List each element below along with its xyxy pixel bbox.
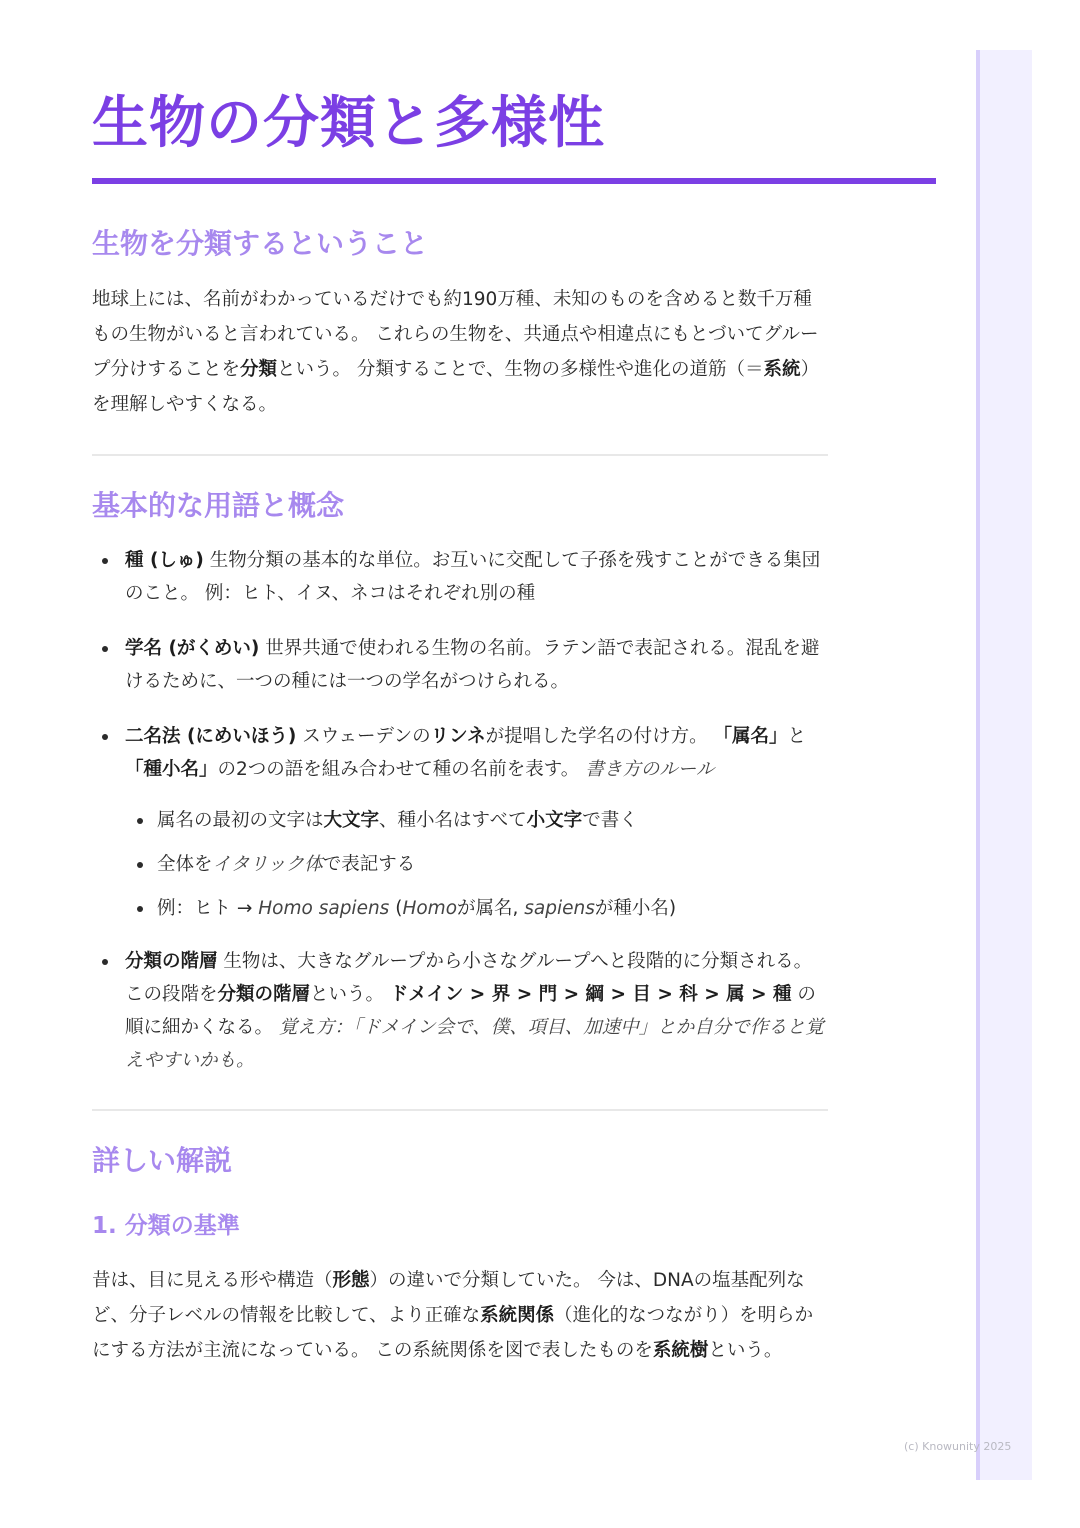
sub-item-italic: 全体をイタリック体で表記する [125,848,828,881]
copyright-watermark: (c) Knowunity 2025 [904,1440,1012,1453]
page-title: 生物の分類と多様性 [92,91,605,156]
sub-item-example: 例：ヒト → Homo sapiens (Homoが属名, sapiensが種小名) [125,892,828,925]
section-1-paragraph: 地球上には、名前がわかっているだけでも約190万種、未知のものを含めると数千万種もの生物がいると言われている。 これらの生物を、共通点や相違点にもとづいてグループ分けすることを分類という。 分類することで、生物の多様性や進化の道筋（＝系統）を理解しやすくなる。 [92,289,820,415]
list-item-species: 種 (しゅ) 生物分類の基本的な単位。お互いに交配して子孫を残すことができる集団のこと。 例：ヒト、イヌ、ネコはそれぞれ別の種 [92,544,828,610]
title-underline [92,178,936,184]
section-3-paragraph: 昔は、目に見える形や構造（形態）の違いで分類していた。 今は、DNAの塩基配列など、分子レベルの情報を比較して、より正確な系統関係（進化的なつながり）を明らかにする方法が主流になっている。 この系統関係を図で表したものを系統樹という。 [92,1270,814,1361]
section-divider [92,1109,828,1111]
document-page [92,88,828,1368]
subsection-heading-criteria: 1. 分類の基準 [92,1213,240,1239]
section-heading-details: 詳しい解説 [92,1144,233,1177]
list-item-binomial: 二名法 (にめいほう) スウェーデンのリンネが提唱した学名の付け方。 「属名」と「種小名」の2つの語を組み合わせて種の名前を表す。 書き方のルール 属名の最初の文字は大文字、種小名はすべて小文字で書く 全体をイタリック体で表記する 例：ヒト → Homo sapiens (Homoが属名, sapiensが種小名) [92,720,828,925]
sub-item-capitalization: 属名の最初の文字は大文字、種小名はすべて小文字で書く [125,804,828,837]
list-item-scientific-name: 学名 (がくめい) 世界共通で使われる生物の名前。ラテン語で表記される。混乱を避けるために、一つの種には一つの学名がつけられる。 [92,632,828,698]
section-heading-classification: 生物を分類するということ [92,227,429,260]
side-panel [976,50,1032,1480]
binomial-rules-list [125,804,828,925]
terms-list [92,544,828,1077]
list-item-hierarchy: 分類の階層 生物は、大きなグループから小さなグループへと段階的に分類される。 この段階を分類の階層という。 ドメイン > 界 > 門 > 綱 > 目 > 科 > 属 > 種 の順に細かくなる。 覚え方：「ドメイン会で、僕、項目、加速中」とか自分で作ると覚えやすいかも。 [92,945,828,1077]
section-divider [92,454,828,456]
section-heading-terms: 基本的な用語と概念 [92,489,345,522]
